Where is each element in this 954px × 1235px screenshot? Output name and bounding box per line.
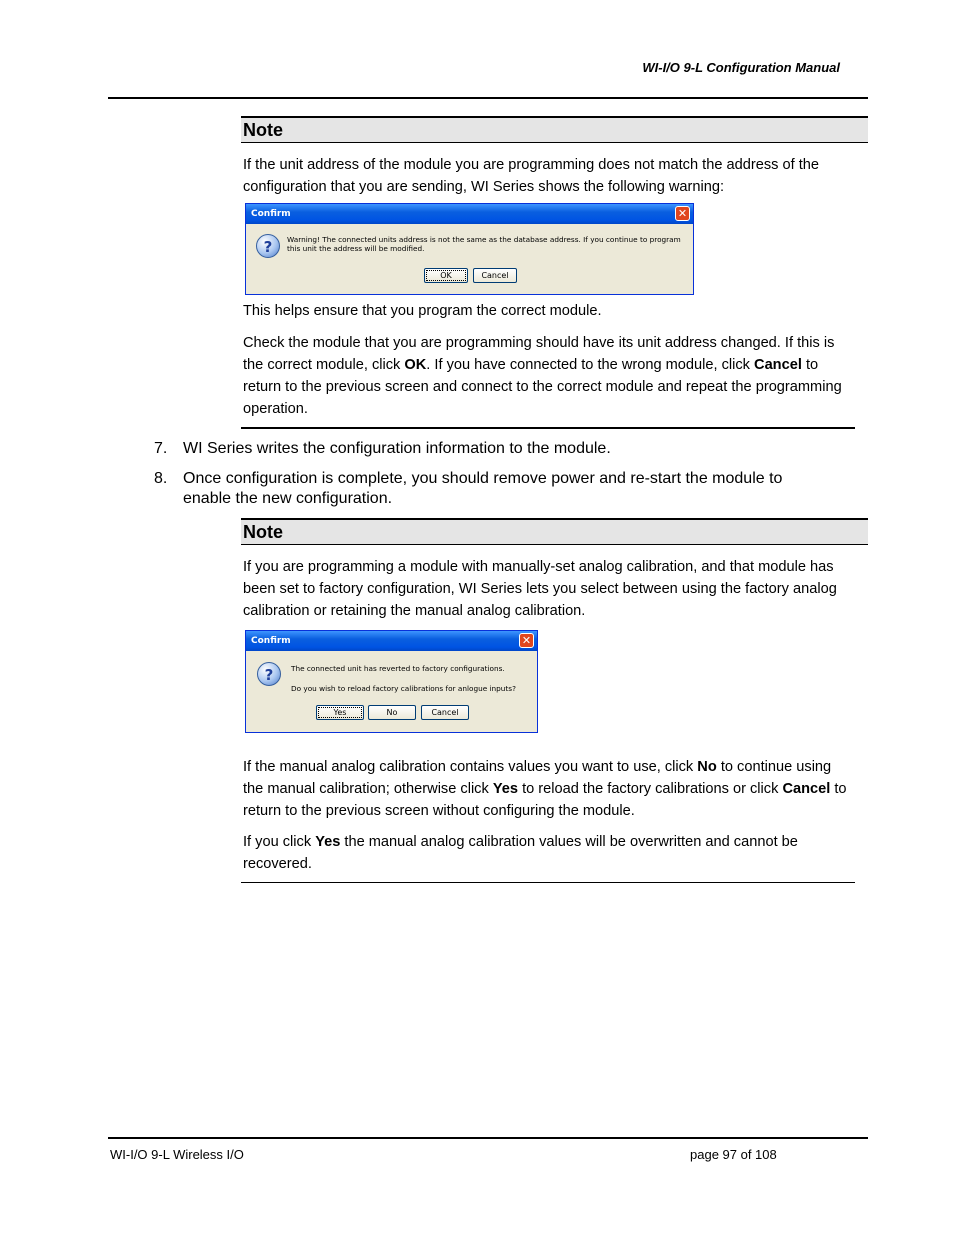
note2-paragraph-intro: If you are programming a module with manually-set analog calibration, and that module has been set to factory configuration, WI Series lets you select between using the factory analog calibration or retaining the manual analog calibration. xyxy=(243,559,837,619)
cancel-button[interactable]: Cancel xyxy=(421,705,469,720)
text-run: Check the module that you are programming should have its unit address changed. If this is the correct module, click xyxy=(243,335,835,373)
dialog-message-line1: The connected unit has reverted to factory configurations. xyxy=(291,664,505,673)
bold-yes: Yes xyxy=(492,781,519,797)
step-item xyxy=(154,469,854,509)
confirm-dialog-calibration xyxy=(245,630,538,733)
running-header-title: WI-I/O 9-L Configuration Manual xyxy=(642,60,840,75)
step-text: WI Series writes the configuration information to the module. xyxy=(183,440,611,457)
note1-paragraph-ensure: This helps ensure that you program the correct module. xyxy=(243,303,602,319)
note2-paragraph-options xyxy=(243,756,855,822)
text-run: If the manual analog calibration contains values you want to use, click xyxy=(243,759,698,775)
note-heading: Note xyxy=(243,120,283,140)
bold-cancel: Cancel xyxy=(754,357,802,373)
bold-no: No xyxy=(697,759,717,775)
note1-paragraph-intro: If the unit address of the module you are programming does not match the address of the configuration that you are sending, WI Series shows the following warning: xyxy=(243,157,819,195)
dialog-titlebar xyxy=(246,631,537,651)
dialog-title: Confirm xyxy=(251,636,291,646)
bold-ok: OK xyxy=(404,357,427,373)
text-run: the manual analog calibration values will be overwritten and cannot be recovered. xyxy=(243,834,798,872)
header-rule xyxy=(108,97,868,99)
question-icon: ? xyxy=(257,662,281,686)
note1-end-rule xyxy=(241,427,855,429)
ok-button[interactable]: OK xyxy=(424,268,468,283)
note-heading-bar xyxy=(241,518,868,545)
note-heading: Note xyxy=(243,522,283,542)
text-run: to return to the previous screen and connect to the correct module and repeat the programming operation. xyxy=(243,357,842,417)
question-icon: ? xyxy=(256,234,280,258)
note2-end-rule xyxy=(241,882,855,883)
dialog-message: Warning! The connected units address is not the same as the database address. If you continue to program this unit the address will be modified. xyxy=(287,235,681,253)
text-run: . If you have connected to the wrong module, click xyxy=(426,357,755,373)
bold-cancel: Cancel xyxy=(782,781,831,797)
bold-yes: Yes xyxy=(315,834,341,850)
cancel-button[interactable]: Cancel xyxy=(473,268,517,283)
dialog-title: Confirm xyxy=(251,209,291,219)
no-button[interactable]: No xyxy=(368,705,416,720)
close-icon[interactable]: ✕ xyxy=(519,633,534,648)
confirm-dialog-warning xyxy=(245,203,694,295)
text-run: to reload the factory calibrations or click xyxy=(518,781,783,797)
dialog-message-line2: Do you wish to reload factory calibrations for anlogue inputs? xyxy=(291,684,516,693)
text-run: to continue using the manual calibration; otherwise click xyxy=(243,759,832,797)
close-icon[interactable]: ✕ xyxy=(675,206,690,221)
step-text: Once configuration is complete, you should remove power and re-start the module to enable the new configuration. xyxy=(183,470,783,507)
step-number: 7. xyxy=(154,440,168,457)
text-run: to return to the previous screen without configuring the module. xyxy=(243,781,847,819)
dialog-titlebar xyxy=(246,204,693,224)
note1-paragraph-check xyxy=(243,332,855,420)
yes-button[interactable]: Yes xyxy=(316,705,364,720)
note2-paragraph-warning xyxy=(243,831,855,875)
step-number: 8. xyxy=(154,470,168,487)
text-run: If you click xyxy=(243,834,316,850)
footer-rule xyxy=(108,1137,868,1139)
note-heading-bar xyxy=(241,116,868,143)
step-item xyxy=(154,439,854,459)
footer-page-number: page 97 of 108 xyxy=(690,1147,777,1162)
footer-product: WI-I/O 9-L Wireless I/O xyxy=(110,1147,244,1162)
